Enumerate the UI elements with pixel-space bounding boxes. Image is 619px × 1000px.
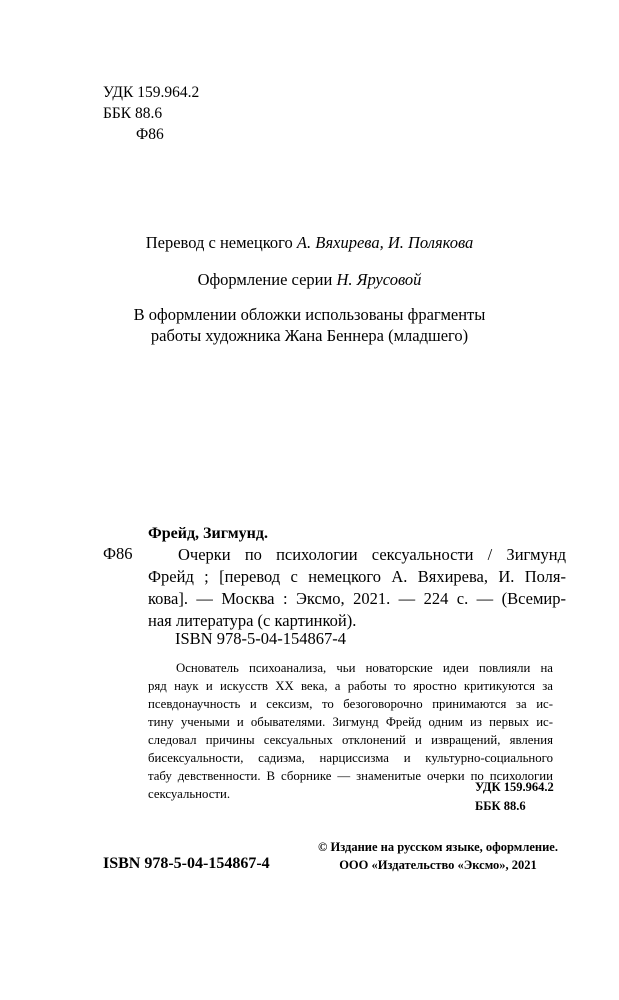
translation-prefix: Перевод с немецкого	[145, 233, 297, 252]
catalog-line: Фрейд ; [перевод с немецкого А. Вяхирева, И. Поля-	[148, 567, 566, 586]
annotation-line: ряд наук и искусств XX века, а работы то яростно критикуются за	[148, 679, 553, 693]
annotation-line: следовал причины сексуальных отклонений и извращений, явления	[148, 733, 553, 747]
annotation-line: тину учеными и обывателями. Зигмунд Фрейд одним из первых ис-	[148, 715, 553, 729]
footer-isbn: ISBN 978-5-04-154867-4	[103, 855, 270, 872]
translation-credit	[0, 233, 619, 253]
series-design-credit	[0, 270, 619, 290]
translator-names: А. Вяхирева, И. Полякова	[296, 233, 474, 252]
footer-bbk: ББК 88.6	[475, 799, 526, 813]
author-sign: Ф86	[136, 126, 164, 143]
udk-code: УДК 159.964.2	[103, 84, 200, 101]
catalog-isbn: ISBN 978-5-04-154867-4	[175, 629, 346, 648]
catalog-line: Очерки по психологии сексуальности / Зигмунд	[178, 545, 566, 564]
annotation-line: бисексуальности, садизма, нарциссизма и культурно-социального	[148, 751, 553, 765]
catalog-line: кова]. — Москва : Эксмо, 2021. — 224 с. — (Всемир-	[148, 589, 566, 608]
catalog-author: Фрейд, Зигмунд.	[148, 525, 268, 542]
catalog-line: ная литература (с картинкой).	[148, 611, 357, 630]
catalog-code: Ф86	[103, 544, 133, 563]
bbk-code: ББК 88.6	[103, 105, 163, 122]
footer-udk: УДК 159.964.2	[475, 780, 554, 794]
annotation-line: Основатель психоанализа, чьи новаторские идеи повлияли на	[176, 661, 553, 675]
cover-credit-line-2: работы художника Жана Беннера (младшего)	[150, 326, 469, 345]
series-prefix: Оформление серии	[197, 270, 337, 289]
copyright-notice	[318, 838, 558, 874]
annotation-line: сексуальности.	[148, 787, 231, 801]
classification-codes	[103, 82, 199, 145]
cover-credit-line-1: В оформлении обложки использованы фрагменты	[133, 305, 486, 324]
annotation-line: псевдонаучность и сексизм, то безоговорочно принимаются за ис-	[148, 697, 553, 711]
series-designer-name: Н. Ярусовой	[336, 270, 422, 289]
annotation-line: табу девственности. В сборнике — знаменитые очерки по психологии	[148, 769, 553, 783]
catalog-description	[148, 544, 566, 632]
copyright-line-1: © Издание на русском языке, оформление.	[318, 840, 558, 854]
copyright-line-2: ООО «Издательство «Эксмо», 2021	[339, 858, 537, 872]
footer-codes	[475, 778, 554, 816]
